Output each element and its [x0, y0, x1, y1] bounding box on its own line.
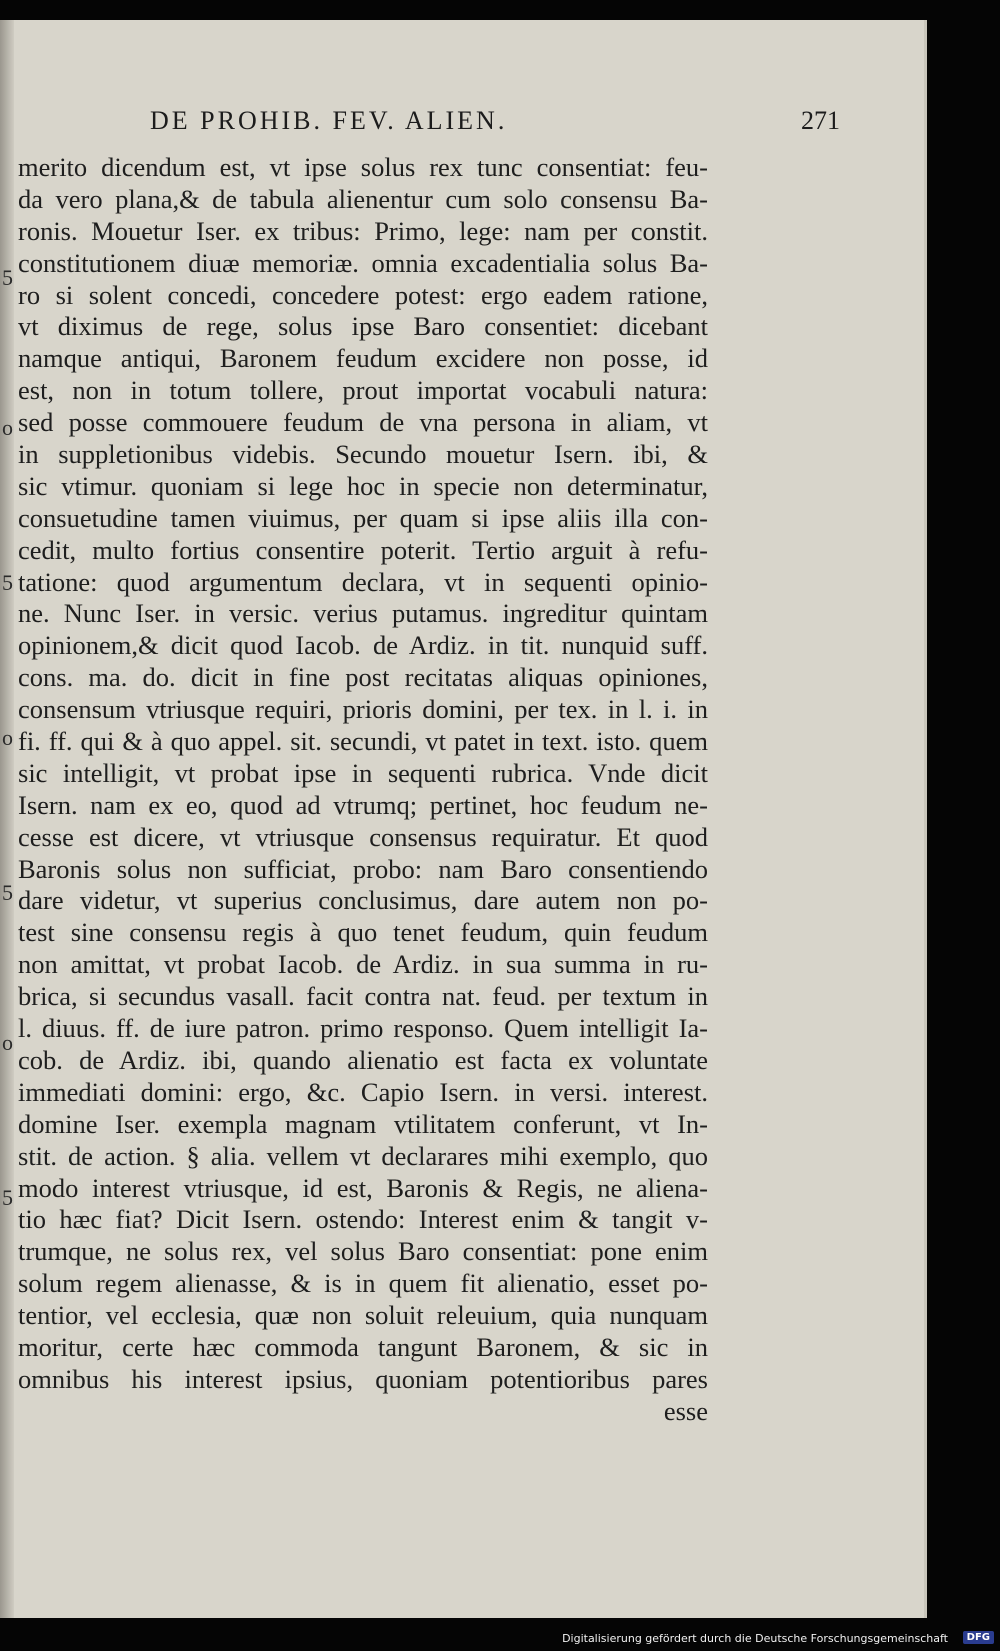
text-line: cesse est dicere, vt vtriusque consensus requiratur. Et quod	[18, 821, 708, 852]
text-line: vt diximus de rege, solus ipse Baro consentiet: dicebant	[18, 311, 708, 342]
margin-mark: 5	[2, 570, 13, 595]
text-line: tio hæc fiat? Dicit Isern. ostendo: Interest enim & tangit v-	[18, 1204, 708, 1235]
running-head	[150, 106, 840, 142]
margin-mark: 5	[2, 265, 13, 290]
text-line: ro si solent concedi, concedere potest: ergo eadem ratione,	[18, 279, 708, 310]
text-line: est, non in totum tollere, prout importat vocabuli natura:	[18, 375, 708, 406]
text-line: cons. ma. do. dicit in fine post recitatas aliquas opiniones,	[18, 662, 708, 693]
text-line: modo interest vtriusque, id est, Baronis & Regis, ne aliena-	[18, 1172, 708, 1203]
digitization-credit: Digitalisierung gefördert durch die Deutsche Forschungsgemeinschaft	[562, 1632, 948, 1645]
margin-mark: o	[2, 725, 13, 750]
text-line: ronis. Mouetur Iser. ex tribus: Primo, lege: nam per constit.	[18, 215, 708, 246]
text-line: da vero plana,& de tabula alienentur cum solo consensu Ba-	[18, 183, 708, 214]
margin-mark: 5	[2, 1185, 13, 1210]
text-line: non amittat, vt probat Iacob. de Ardiz. in sua summa in ru-	[18, 949, 708, 980]
text-line: consuetudine tamen viuimus, per quam si ipse aliis illa con-	[18, 502, 708, 533]
text-line: constitutionem diuæ memoriæ. omnia excadentialia solus Ba-	[18, 247, 708, 278]
text-line: cob. de Ardiz. ibi, quando alienatio est facta ex voluntate	[18, 1044, 708, 1075]
text-line: immediati domini: ergo, &c. Capio Isern. in versi. interest.	[18, 1076, 708, 1107]
text-line: solum regem alienasse, & is in quem fit alienatio, esset po-	[18, 1268, 708, 1299]
text-line: ne. Nunc Iser. in versic. verius putamus. ingreditur quintam	[18, 598, 708, 629]
dfg-logo: DFG	[963, 1631, 994, 1644]
text-line: in suppletionibus videbis. Secundo mouetur Isern. ibi, &	[18, 439, 708, 470]
text-line: namque antiqui, Baronem feudum excidere non posse, id	[18, 343, 708, 374]
text-line: l. diuus. ff. de iure patron. primo responso. Quem intelligit Ia-	[18, 1013, 708, 1044]
margin-line-numbers	[0, 20, 16, 1618]
text-line: sic vtimur. quoniam si lege hoc in specie non determinatur,	[18, 470, 708, 501]
running-head-title: DE PROHIB. FEV. ALIEN.	[150, 106, 508, 135]
text-line: opinionem,& dicit quod Iacob. de Ardiz. in tit. nunquid suff.	[18, 630, 708, 661]
text-line: test sine consensu regis à quo tenet feudum, quin feudum	[18, 917, 708, 948]
text-line: tatione: quod argumentum declara, vt in sequenti opinio-	[18, 566, 708, 597]
text-line: consensum vtriusque requiri, prioris domini, per tex. in l. i. in	[18, 694, 708, 725]
catchword: esse	[663, 1395, 708, 1426]
text-line: fi. ff. qui & à quo appel. sit. secundi, vt patet in text. isto. quem	[18, 726, 708, 757]
text-line: Isern. nam ex eo, quod ad vtrumq; pertinet, hoc feudum ne-	[18, 789, 708, 820]
text-line: domine Iser. exempla magnam vtilitatem conferunt, vt In-	[18, 1108, 708, 1139]
book-page	[0, 20, 927, 1618]
text-line: dare videtur, vt superius conclusimus, dare autem non po-	[18, 885, 708, 916]
text-line: sic intelligit, vt probat ipse in sequenti rubrica. Vnde dicit	[18, 757, 708, 788]
body-text	[18, 152, 708, 1428]
margin-mark: 5	[2, 880, 13, 905]
text-line: omnibus his interest ipsius, quoniam potentioribus pares	[18, 1363, 708, 1394]
margin-mark: o	[2, 415, 13, 440]
text-line: merito dicendum est, vt ipse solus rex tunc consentiat: feu-	[18, 152, 708, 182]
text-line: trumque, ne solus rex, vel solus Baro consentiat: pone enim	[18, 1236, 708, 1267]
text-line: Baronis solus non sufficiat, probo: nam Baro consentiendo	[18, 853, 708, 884]
text-line: sed posse commouere feudum de vna persona in aliam, vt	[18, 407, 708, 438]
margin-mark: o	[2, 1030, 13, 1055]
page-number: 271	[801, 106, 840, 135]
text-line: tentior, vel ecclesia, quæ non soluit releuium, quia nunquam	[18, 1300, 708, 1331]
text-line: cedit, multo fortius consentire poterit. Tertio arguit à refu-	[18, 534, 708, 565]
text-line: brica, si secundus vasall. facit contra nat. feud. per textum in	[18, 981, 708, 1012]
text-line: stit. de action. § alia. vellem vt declarares mihi exemplo, quo	[18, 1140, 708, 1171]
text-line: moritur, certe hæc commoda tangunt Baronem, & sic in	[18, 1331, 708, 1362]
